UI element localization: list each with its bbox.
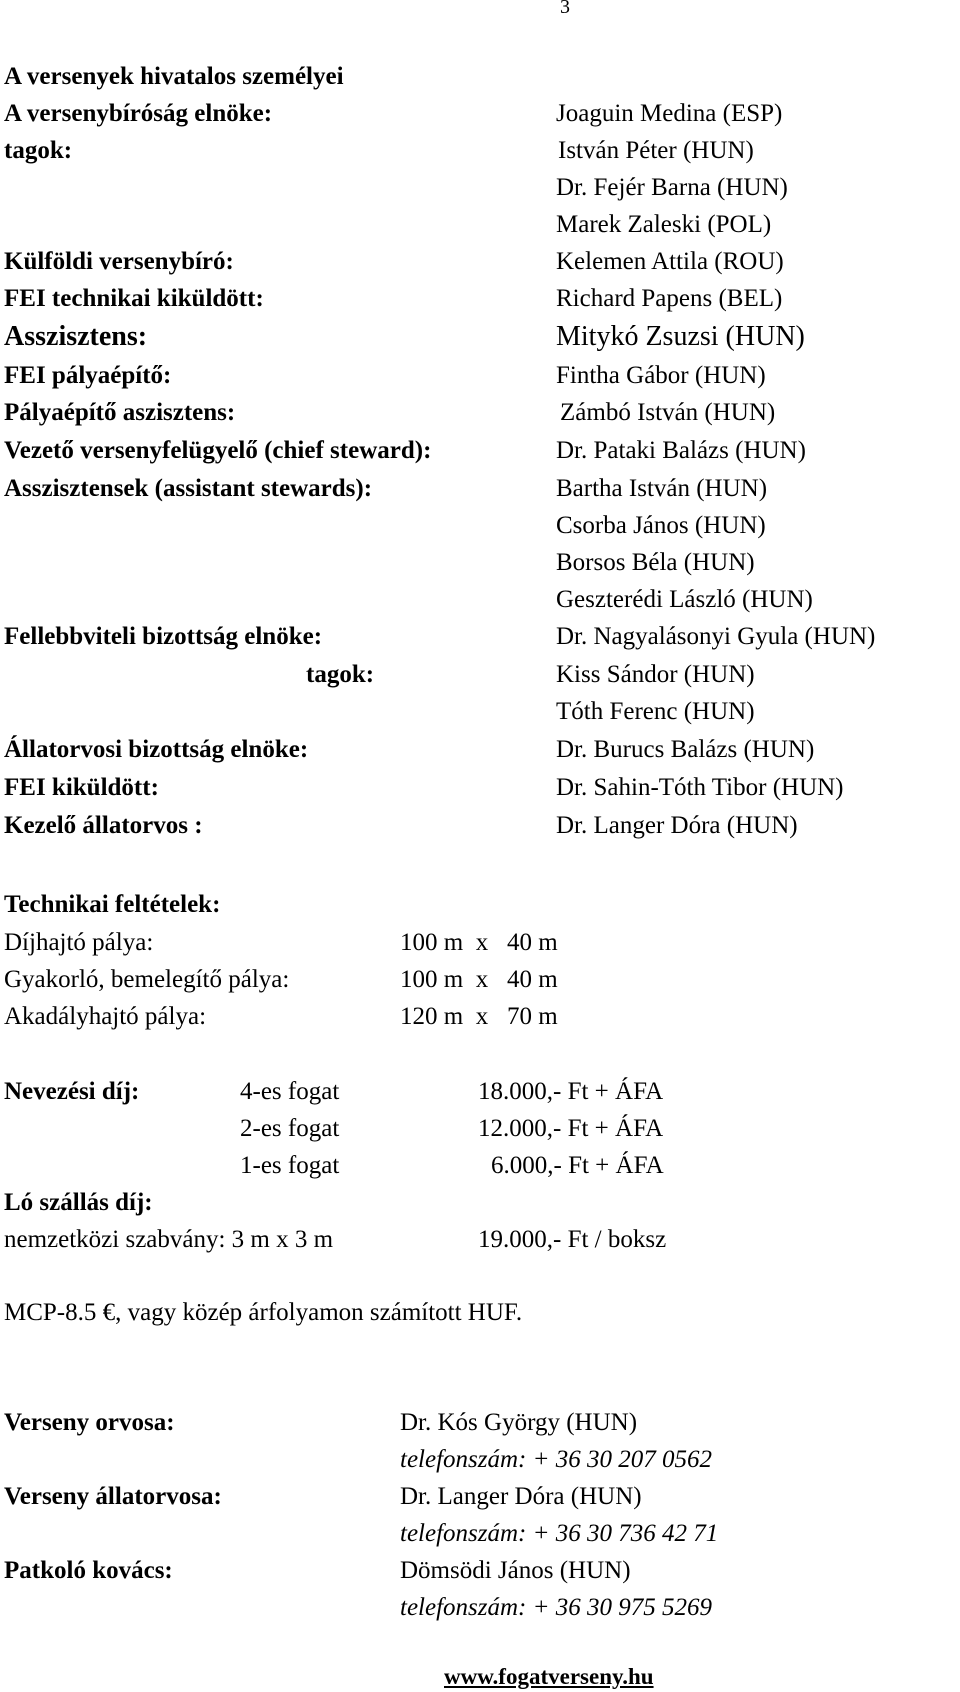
fei-delegate-label: FEI technikai kiküldött: — [4, 285, 264, 312]
member-2: Dr. Fejér Barna (HUN) — [556, 174, 788, 201]
fei-vet-label: FEI kiküldött: — [4, 774, 159, 801]
assistant-steward-3: Borsos Béla (HUN) — [556, 549, 755, 576]
doctor-label: Verseny orvosa: — [4, 1409, 175, 1436]
fei-vet: Dr. Sahin-Tóth Tibor (HUN) — [556, 774, 844, 801]
president-name: Joaguin Medina (ESP) — [556, 100, 783, 127]
treating-vet: Dr. Langer Dóra (HUN) — [556, 812, 798, 839]
course-assistant-label: Pályaépítő aszisztens: — [4, 399, 236, 426]
doctor-phone: telefonszám: + 36 30 207 0562 — [400, 1446, 712, 1473]
foreign-judge-label: Külföldi versenybíró: — [4, 248, 234, 275]
fei-delegate: Richard Papens (BEL) — [556, 285, 783, 312]
chief-steward-label: Vezető versenyfelügyelő (chief steward): — [4, 437, 432, 464]
technical-row-value: 120 m x 70 m — [400, 1003, 558, 1030]
assistant-stewards-label: Asszisztensek (assistant stewards): — [4, 475, 373, 502]
technical-title: Technikai feltételek: — [4, 891, 221, 918]
farrier-name: Dömsödi János (HUN) — [400, 1557, 631, 1584]
technical-row-label: Akadályhajtó pálya: — [4, 1003, 207, 1030]
technical-row-label: Gyakorló, bemelegítő pálya: — [4, 966, 290, 993]
fee-category: 1-es fogat — [240, 1152, 340, 1179]
course-designer-label: FEI pályaépítő: — [4, 362, 172, 389]
president-label: A versenybíróság elnöke: — [4, 100, 273, 127]
vet-label: Verseny állatorvosa: — [4, 1483, 222, 1510]
member-3: Marek Zaleski (POL) — [556, 211, 772, 238]
vet-president: Dr. Burucs Balázs (HUN) — [556, 736, 815, 763]
stabling-label: Ló szállás díj: — [4, 1189, 153, 1216]
assistant-label: Asszisztens: — [4, 321, 148, 352]
fee-price: 6.000,- Ft + ÁFA — [491, 1152, 664, 1179]
fee-price: 18.000,- Ft + ÁFA — [478, 1078, 664, 1105]
page-number: 3 — [560, 0, 570, 18]
fee-category: 2-es fogat — [240, 1115, 340, 1142]
technical-row-value: 100 m x 40 m — [400, 929, 558, 956]
member-1: István Péter (HUN) — [558, 137, 754, 164]
vet-name: Dr. Langer Dóra (HUN) — [400, 1483, 642, 1510]
assistant-name: Mitykó Zsuzsi (HUN) — [556, 321, 805, 352]
stabling-description: nemzetközi szabvány: 3 m x 3 m — [4, 1226, 334, 1253]
appeal-president: Dr. Nagyalásonyi Gyula (HUN) — [556, 623, 876, 650]
website-link[interactable]: www.fogatverseny.hu — [444, 1664, 654, 1689]
assistant-steward-4: Geszterédi László (HUN) — [556, 586, 813, 613]
assistant-steward-1: Bartha István (HUN) — [556, 475, 768, 502]
fee-price: 12.000,- Ft + ÁFA — [478, 1115, 664, 1142]
assistant-steward-2: Csorba János (HUN) — [556, 512, 766, 539]
members-label: tagok: — [4, 137, 73, 164]
treating-vet-label: Kezelő állatorvos : — [4, 812, 203, 839]
course-assistant: Zámbó István (HUN) — [560, 399, 776, 426]
entry-fee-label: Nevezési díj: — [4, 1078, 140, 1105]
technical-row-label: Díjhajtó pálya: — [4, 929, 154, 956]
vet-president-label: Állatorvosi bizottság elnöke: — [4, 736, 309, 763]
stabling-price: 19.000,- Ft / boksz — [478, 1226, 667, 1253]
foreign-judge: Kelemen Attila (ROU) — [556, 248, 784, 275]
mcp-note: MCP-8.5 €, vagy közép árfolyamon számított HUF. — [4, 1299, 523, 1326]
appeal-president-label: Fellebbviteli bizottság elnöke: — [4, 623, 323, 650]
chief-steward: Dr. Pataki Balázs (HUN) — [556, 437, 806, 464]
officials-title: A versenyek hivatalos személyei — [4, 63, 344, 90]
appeal-member-2: Tóth Ferenc (HUN) — [556, 698, 755, 725]
appeal-members-label: tagok: — [306, 661, 375, 688]
farrier-phone: telefonszám: + 36 30 975 5269 — [400, 1594, 712, 1621]
doctor-name: Dr. Kós György (HUN) — [400, 1409, 638, 1436]
technical-row-value: 100 m x 40 m — [400, 966, 558, 993]
fee-category: 4-es fogat — [240, 1078, 340, 1105]
appeal-member-1: Kiss Sándor (HUN) — [556, 661, 755, 688]
course-designer: Fintha Gábor (HUN) — [556, 362, 766, 389]
vet-phone: telefonszám: + 36 30 736 42 71 — [400, 1520, 719, 1547]
farrier-label: Patkoló kovács: — [4, 1557, 173, 1584]
